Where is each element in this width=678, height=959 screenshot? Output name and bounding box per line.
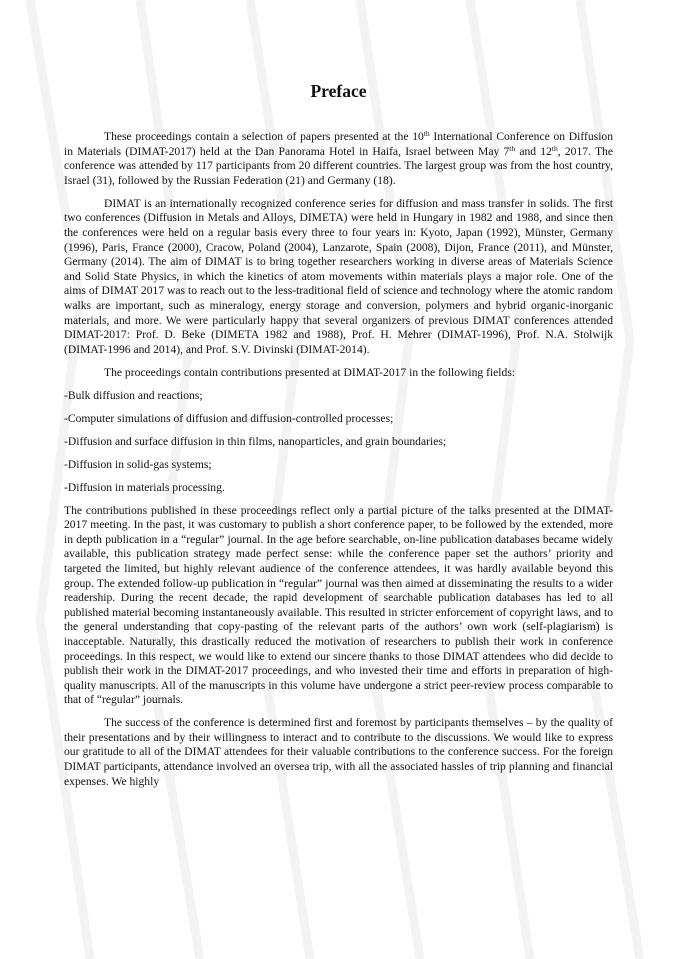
paragraph-fields-intro: The proceedings contain contributions presented at DIMAT-2017 in the following fields: (104, 365, 516, 379)
paragraph-publication-policy: The contributions published in these proceedings reflect only a partial picture of the talks presented at the DIMAT-2017 meeting. In the past, it was customary to publish a short conference paper, to be followed by the extended, more in depth publication in a “regular” journal. In the age before searchable, on-line publication databases became widely available, this publication strategy made perfect sense: while the conference paper set the authors’ priority and targeted the limited, but highly relevant audience of the conference attendees, it was hardly available beyond this group. The extended follow-up publication in “regular” journal was then aimed at disseminating the results to a wider readership. During the recent decade, the rapid development of searchable publication databases has led to all published material becoming instantaneously available. This resulted in stricter enforcement of copyright laws, and to the general understanding that copy-pasting of the relevant parts of the authors’ own work (self-plagiarism) is inacceptable. Naturally, this drastically reduced the motivation of researchers to publish their work in conference proceedings. In this respect, we would like to extend our sincere thanks to those DIMAT attendees who did decide to publish their work in the DIMAT-2017 proceedings, and who invested their time and efforts in preparation of high-quality manuscripts. All of the manuscripts in this volume have undergone a strict peer-review process comparable to that of “regular” journals. (64, 503, 613, 707)
intro-text-d: , 2017. The conference was attended by 117 participants from 20 different countries. The largest group was from the host country, Israel (31), followed by the Russian Federation (21) and Germany (18). (64, 144, 613, 187)
field-list-item: -Diffusion and surface diffusion in thin films, nanoparticles, and grain boundaries; (64, 434, 447, 448)
field-list-item: -Diffusion in materials processing. (64, 480, 225, 494)
paragraph-acknowledgements: The success of the conference is determined first and foremost by participants themselves – by the quality of their presentations and by their willingness to interact and to contribute to the discussions. We would like to express our gratitude to all of the DIMAT attendees for their valuable contributions to the conference success. For the foreign DIMAT participants, attendance involved an oversea trip, with all the associated hassles of trip planning and financial expenses. We highly (64, 716, 613, 788)
intro-text-b: International Conference on Diffusion in Materials (DIMAT-2017) held at the Dan Panorama Hotel in Haifa, Israel between May 7 (64, 130, 614, 158)
preface-page (64, 80, 613, 798)
page-title: Preface (310, 81, 367, 101)
intro-text-a: These proceedings contain a selection of papers presented at the 10 (104, 130, 424, 143)
ordinal-suffix: th (509, 143, 516, 153)
paragraph-intro (64, 130, 613, 188)
ordinal-suffix: th (551, 143, 558, 153)
field-list-item: -Computer simulations of diffusion and diffusion-controlled processes; (64, 411, 394, 425)
ordinal-suffix: th (423, 129, 430, 138)
intro-text-c: and 12 (515, 144, 552, 158)
field-list-item: -Diffusion in solid-gas systems; (64, 457, 212, 471)
field-list-item: -Bulk diffusion and reactions; (64, 388, 203, 402)
paragraph-dimat-history: DIMAT is an internationally recognized conference series for diffusion and mass transfer in solids. The first two conferences (Diffusion in Metals and Alloys, DIMETA) were held in Hungary in 1982 and 1988, and since then the conferences were held on a regular basis every three to four years in: Kyoto, Japan (1992), Münster, Germany (1996), Paris, France (2000), Cracow, Poland (2004), Lanzarote, Spain (2008), Dijon, France (2011), and Münster, Germany (2014). The aim of DIMAT is to bring together researchers working in diverse areas of Materials Science and Solid State Physics, in which the kinetics of atom movements within materials plays a major role. One of the aims of DIMAT 2017 was to reach out to the less-traditional field of science and technology where the atomic random walks are important, such as mineralogy, energy storage and conversion, polymers and hybrid organic-inorganic materials, and more. We were particularly happy that several organizers of previous DIMAT conferences attended DIMAT-2017: Prof. D. Beke (DIMETA 1982 and 1988), Prof. H. Mehrer (DIMAT-1996), Prof. N.A. Stolwijk (DIMAT-1996 and 2014), and Prof. S.V. Divinski (DIMAT-2014). (64, 196, 613, 356)
